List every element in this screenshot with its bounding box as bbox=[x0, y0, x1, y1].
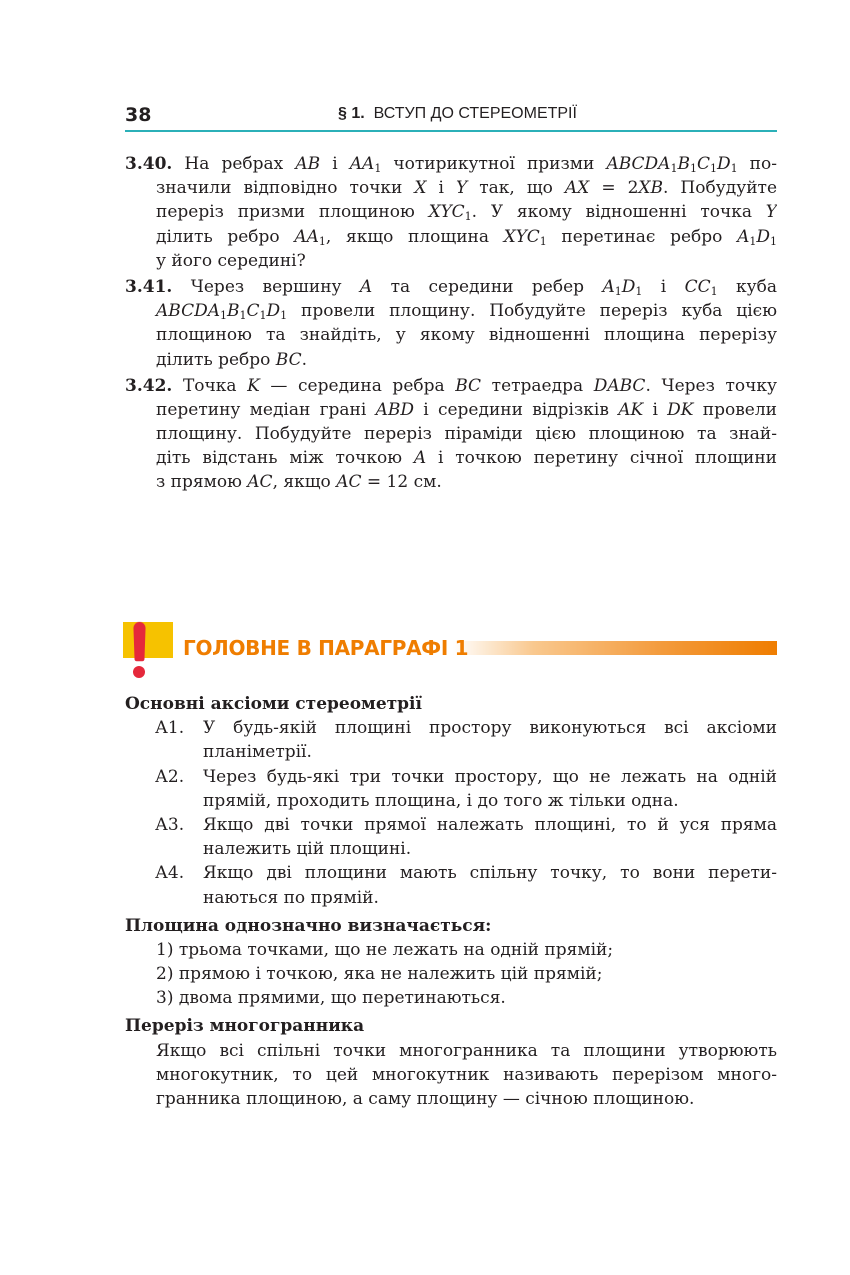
problem-text: і точкою перетину січної площини bbox=[426, 448, 777, 469]
axiom-text bbox=[203, 716, 777, 764]
math-symbol: XYC bbox=[428, 202, 465, 223]
math-subscript: 1 bbox=[710, 284, 718, 298]
plane-defined-item: 1) трьома точками, що не лежать на одній прямій; bbox=[156, 939, 614, 960]
math-symbol: D bbox=[266, 301, 281, 322]
axiom-line: Якщо дві площини мають спільну точку, то вони перети- bbox=[203, 863, 777, 884]
plane-defined-item: 3) двома прямими, що перетинаються. bbox=[156, 988, 506, 1009]
math-symbol: A bbox=[413, 448, 427, 469]
problem-text: — середина ребра bbox=[259, 375, 456, 396]
math-symbol: A bbox=[602, 276, 615, 297]
axiom-line: У будь-якій площині простору виконуються всі аксіоми bbox=[203, 718, 777, 739]
math-symbol: B bbox=[677, 154, 690, 174]
problem-number: 3.42. bbox=[125, 375, 173, 396]
problem-text: по- bbox=[737, 154, 777, 174]
axiom-label: А4. bbox=[155, 863, 185, 884]
math-subscript: 1 bbox=[749, 234, 757, 248]
polyhedron-section-line: гранника площиною, а саму площину — січною площиною. bbox=[156, 1089, 695, 1109]
math-symbol: AA bbox=[349, 154, 375, 174]
plane-defined-heading: Площина однозначно визначається: bbox=[125, 915, 492, 936]
math-subscript: 1 bbox=[318, 234, 326, 248]
math-symbol: DABC bbox=[593, 375, 646, 396]
problem-text: і bbox=[642, 276, 685, 297]
math-symbol: C bbox=[246, 301, 260, 322]
section-mark: § 1. bbox=[338, 105, 365, 122]
axiom-line: наються по прямій. bbox=[203, 887, 379, 908]
problem-text: площиною та знайдіть, у якому відношенні площина перерізу bbox=[156, 325, 777, 346]
math-symbol: AB bbox=[295, 154, 321, 174]
math-symbol: DK bbox=[667, 399, 694, 420]
problem-text: = 12 см. bbox=[361, 472, 442, 493]
problem-text: ділить ребро bbox=[156, 226, 295, 247]
axiom-line: Якщо дві точки прямої належать площині, то й уся пряма bbox=[203, 814, 777, 835]
math-symbol: Y bbox=[456, 178, 468, 199]
math-subscript: 1 bbox=[280, 309, 288, 323]
problem-text: діть відстань між точкою bbox=[156, 448, 414, 469]
problem-text: . Побудуйте bbox=[663, 178, 777, 199]
math-symbol: C bbox=[696, 154, 710, 174]
problem-3-42 bbox=[125, 374, 777, 495]
axiom-text bbox=[203, 813, 777, 861]
math-symbol: AC bbox=[336, 472, 362, 493]
problem-line bbox=[125, 446, 777, 470]
math-symbol: K bbox=[247, 375, 260, 396]
math-subscript: 1 bbox=[259, 309, 267, 323]
math-subscript: 1 bbox=[709, 162, 717, 175]
math-symbol: AA bbox=[294, 226, 319, 247]
exclamation-icon-background bbox=[123, 622, 173, 658]
banner-title: ГОЛОВНЕ В ПАРАГРАФІ 1 bbox=[183, 636, 469, 660]
problem-line bbox=[125, 200, 777, 224]
math-symbol: D bbox=[756, 226, 770, 247]
math-symbol: BC bbox=[275, 349, 302, 370]
math-subscript: 1 bbox=[374, 162, 382, 175]
exclamation-dot-icon bbox=[133, 666, 145, 678]
axiom-text bbox=[203, 861, 777, 909]
section-title: ВСТУП ДО СТЕРЕОМЕТРІЇ bbox=[373, 105, 577, 122]
problem-text: Точка bbox=[182, 375, 248, 396]
math-symbol: CC bbox=[684, 276, 711, 297]
axiom-text bbox=[203, 765, 777, 813]
problem-line bbox=[125, 225, 777, 249]
math-subscript: 1 bbox=[689, 162, 697, 175]
axiom-label: А1. bbox=[155, 718, 185, 739]
axioms-heading: Основні аксіоми стереометрії bbox=[125, 694, 422, 714]
math-subscript: 1 bbox=[770, 234, 777, 248]
math-symbol: D bbox=[716, 154, 731, 174]
axiom-line: прямій, проходить площина, і до того ж тільки одна. bbox=[203, 790, 679, 811]
axiom-line: Через будь-які три точки простору, що не лежать на одній bbox=[203, 766, 777, 787]
math-subscript: 1 bbox=[635, 284, 643, 298]
problem-number: 3.40. bbox=[125, 154, 173, 174]
problem-text: = 2 bbox=[589, 178, 639, 199]
problem-text: переріз призми площиною bbox=[156, 202, 429, 223]
math-symbol: A bbox=[737, 226, 750, 247]
summary-section bbox=[125, 692, 777, 1111]
axiom-item bbox=[125, 716, 777, 764]
problem-line bbox=[125, 275, 777, 299]
math-subscript: 1 bbox=[220, 309, 227, 323]
problem-text: і bbox=[643, 399, 668, 420]
math-subscript: 1 bbox=[614, 284, 622, 298]
problem-line bbox=[125, 176, 777, 200]
problem-text: На ребрах bbox=[184, 154, 296, 174]
axiom-label: А2. bbox=[155, 766, 185, 787]
math-symbol: BC bbox=[455, 375, 482, 396]
math-symbol: ABD bbox=[375, 399, 414, 420]
problem-text: ділить ребро bbox=[156, 349, 276, 370]
problem-line bbox=[125, 249, 777, 273]
exclamation-icon bbox=[133, 622, 146, 661]
math-symbol: A bbox=[359, 276, 373, 297]
summary-banner bbox=[123, 622, 777, 678]
polyhedron-section-text bbox=[125, 1039, 777, 1112]
problem-text: перетинає ребро bbox=[546, 226, 738, 247]
plane-defined-list bbox=[125, 938, 777, 1011]
problem-text: перетину медіан грані bbox=[156, 399, 376, 420]
problem-3-41 bbox=[125, 275, 777, 372]
math-symbol: AX bbox=[564, 178, 590, 199]
math-symbol: D bbox=[621, 276, 636, 297]
math-symbol: AC bbox=[247, 472, 273, 493]
math-symbol: ABCDA bbox=[156, 301, 220, 322]
axiom-line: планіметрії. bbox=[203, 742, 312, 763]
problem-number: 3.41. bbox=[125, 276, 173, 297]
problems-list bbox=[125, 152, 777, 497]
page-number: 38 bbox=[125, 104, 152, 126]
problem-text: , якщо bbox=[272, 472, 337, 493]
problem-3-40 bbox=[125, 152, 777, 273]
math-symbol: XB bbox=[638, 178, 664, 199]
problem-text: площину. Побудуйте переріз піраміди цією площиною та знай- bbox=[156, 424, 777, 445]
problem-line bbox=[125, 348, 777, 372]
problem-text: у його середині? bbox=[156, 250, 306, 271]
math-symbol: X bbox=[414, 178, 427, 199]
polyhedron-section-heading: Переріз многогранника bbox=[125, 1016, 365, 1037]
problem-line bbox=[125, 422, 777, 446]
problem-text: , якщо площина bbox=[325, 226, 504, 247]
math-symbol: ABCDA bbox=[606, 154, 671, 174]
problem-text: чотирикутної призми bbox=[381, 154, 607, 174]
problem-text: провели площину. Побудуйте переріз куба цією bbox=[287, 301, 777, 322]
problem-text: так, що bbox=[467, 178, 565, 199]
polyhedron-section-line: многокутник, то цей многокутник називають перерізом много- bbox=[156, 1064, 777, 1085]
math-symbol: AK bbox=[618, 399, 644, 420]
problem-text: та середини ребер bbox=[372, 276, 603, 297]
problem-text: з прямою bbox=[156, 472, 248, 493]
plane-defined-item: 2) прямою і точкою, яка не належить цій прямій; bbox=[156, 964, 603, 985]
problem-line bbox=[125, 398, 777, 422]
math-symbol: Y bbox=[765, 202, 777, 223]
problem-text: і середини відрізків bbox=[413, 399, 619, 420]
problem-text: провели bbox=[693, 399, 777, 420]
problem-text: . У якому відношенні точка bbox=[471, 202, 766, 223]
problem-text: тетраедра bbox=[481, 375, 594, 396]
problem-text: значили відповідно точки bbox=[156, 178, 415, 199]
problem-text: . Через точку bbox=[645, 375, 777, 396]
problem-line bbox=[125, 152, 777, 176]
math-subscript: 1 bbox=[539, 234, 547, 248]
axiom-label: А3. bbox=[155, 814, 185, 835]
math-subscript: 1 bbox=[239, 309, 247, 323]
math-subscript: 1 bbox=[464, 210, 472, 224]
page-header bbox=[125, 100, 777, 132]
problem-text: . bbox=[301, 349, 308, 370]
axiom-item bbox=[125, 861, 777, 909]
running-title bbox=[338, 105, 577, 123]
problem-text: куба bbox=[717, 276, 777, 297]
axiom-item bbox=[125, 813, 777, 861]
axioms-list bbox=[125, 716, 777, 910]
problem-text: і bbox=[426, 178, 456, 199]
problem-line bbox=[125, 374, 777, 398]
problem-line bbox=[125, 299, 777, 323]
axiom-item bbox=[125, 765, 777, 813]
problem-text: і bbox=[320, 154, 350, 174]
problem-line bbox=[125, 323, 777, 347]
math-symbol: B bbox=[227, 301, 240, 322]
polyhedron-section-line: Якщо всі спільні точки многогранника та площини утворюють bbox=[156, 1040, 777, 1061]
banner-gradient-stripe bbox=[453, 641, 777, 655]
math-subscript: 1 bbox=[730, 162, 738, 175]
math-subscript: 1 bbox=[670, 162, 678, 175]
problem-text: Через вершину bbox=[190, 276, 360, 297]
math-symbol: XYC bbox=[503, 226, 540, 247]
axiom-line: належить цій площині. bbox=[203, 839, 412, 860]
problem-line bbox=[125, 470, 777, 494]
